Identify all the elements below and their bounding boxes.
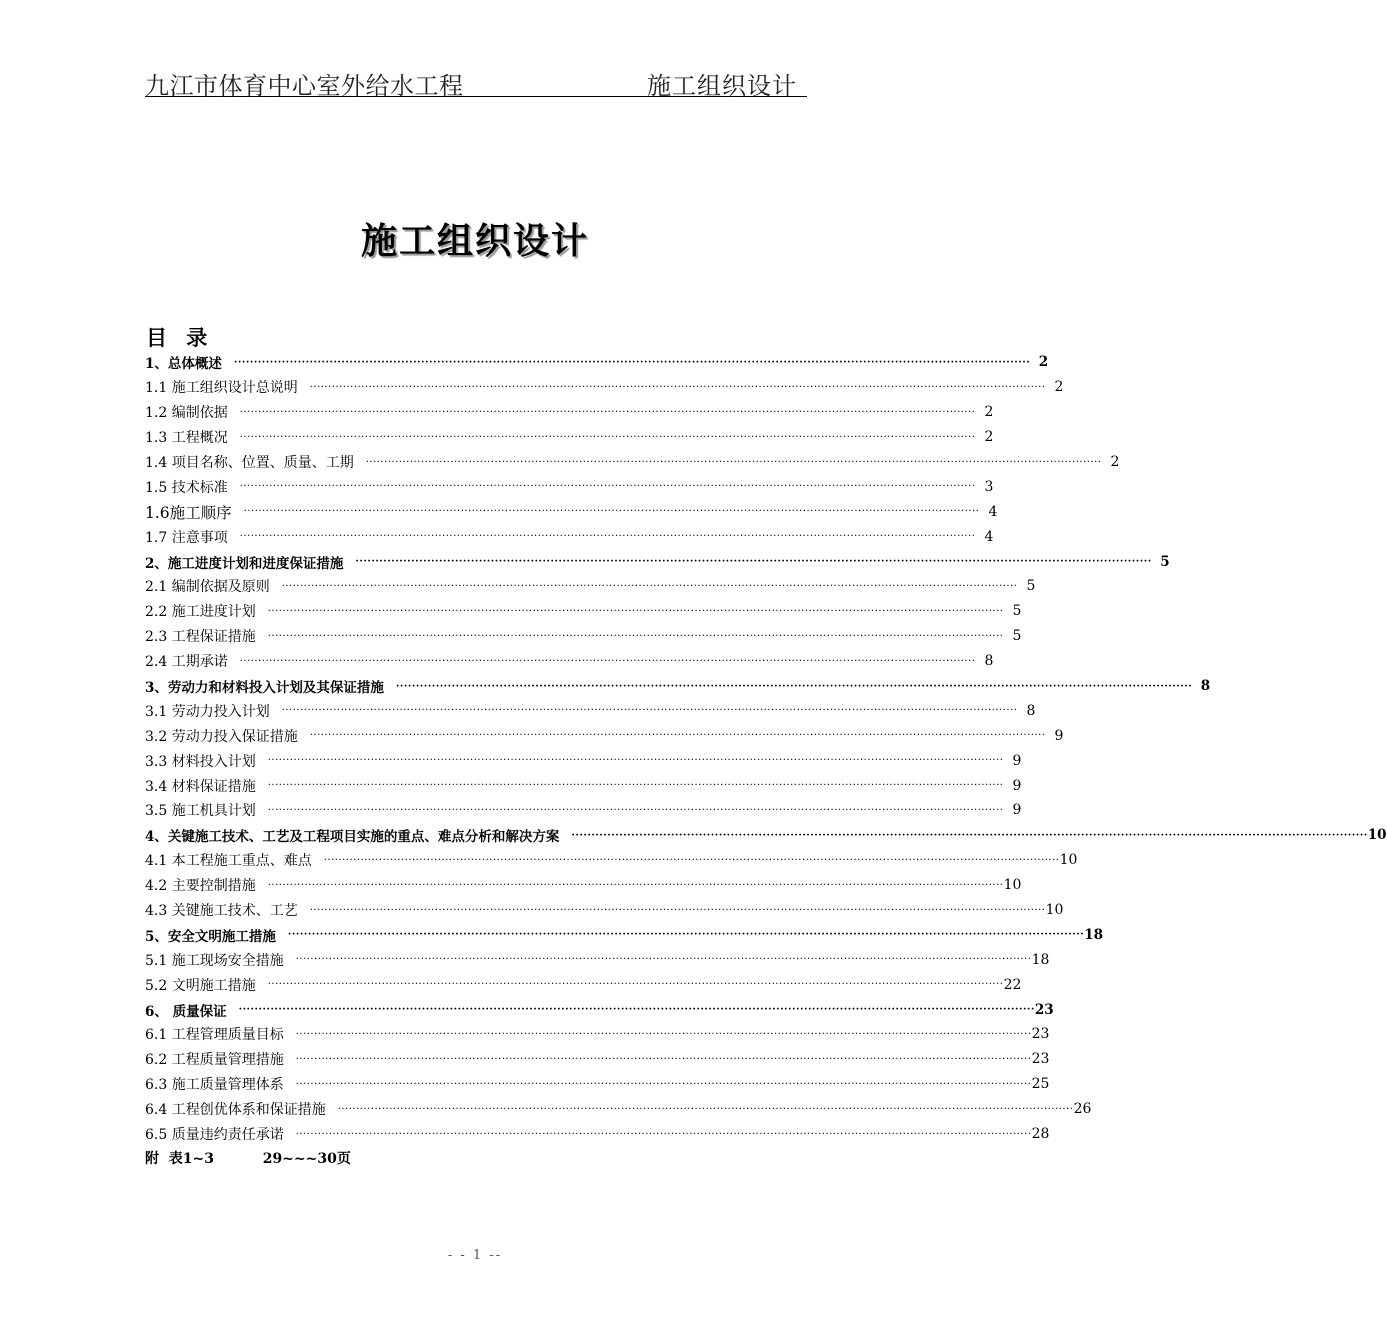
toc-entry-page: 5 [1012,628,1022,645]
toc-dot-leader: ········································································································································································································ [238,1004,1035,1016]
toc-entry-label: 4.1 本工程施工重点、难点 [145,853,312,870]
toc-entry-label: 3.2 劳动力投入保证措施 [145,728,298,745]
toc-entry-page: 25 [1031,1076,1050,1093]
toc-entry[interactable] [145,848,1078,873]
toc-entry-page: 2 [984,404,994,421]
toc-entry[interactable] [145,400,994,425]
header-doc-type: 施工组织设计 [647,72,797,100]
toc-entry-label: 1.6施工顺序 [145,503,232,522]
header-project-name: 九江市体育中心室外给水工程 [145,72,464,100]
toc-entry-page: 26 [1073,1101,1092,1118]
toc-entry[interactable] [145,922,1103,947]
toc-entry-label: 3.5 施工机具计划 [145,803,256,820]
toc-entry[interactable] [145,524,994,549]
toc-entry-label: 1.3 工程概况 [145,430,228,447]
toc-entry-label: 1.2 编制依据 [145,405,228,422]
toc-entry-page: 10 [1045,902,1064,919]
toc-dot-leader: ········································································································································································································ [239,655,976,667]
toc-entry-page: 5 [1026,578,1036,595]
toc-dot-leader: ········································································································································································································ [323,854,1060,866]
toc-entry[interactable] [145,674,1211,699]
toc-entry-page: 8 [1026,702,1036,719]
toc-dot-leader: ········································································································································································································ [309,381,1046,393]
toc-entry[interactable] [145,748,1022,773]
toc-dot-leader: ········································································································································································································ [365,456,1102,468]
toc-dot-leader: ········································································································································································································ [267,630,1004,642]
toc-entry-page: 28 [1031,1126,1050,1143]
toc-entry-page: 2 [1038,354,1049,371]
toc-entry[interactable] [145,1047,1050,1072]
toc-entry-label: 6.3 施工质量管理体系 [145,1077,284,1094]
toc-entry[interactable] [145,549,1170,574]
toc-entry-label: 1、总体概述 [145,356,222,373]
toc-dot-leader: ········································································································································································································ [239,406,976,418]
toc-entry-page: 22 [1003,976,1022,993]
toc-entry[interactable] [145,972,1022,997]
toc-entry-page: 18 [1031,951,1050,968]
toc-dot-leader: ········································································································································································································ [355,556,1152,568]
page-number-footer: - - 1 -- [447,1248,503,1263]
toc-dot-leader: ········································································································································································································ [395,680,1193,692]
toc-entry-label: 1.5 技术标准 [145,479,228,496]
toc-entry-label: 4.3 关键施工技术、工艺 [145,903,298,920]
toc-entry-page: 5 [1012,603,1022,620]
toc-entry-label: 2.2 施工进度计划 [145,604,256,621]
toc-entry-label: 1.7 注意事项 [145,529,228,546]
toc-entry[interactable] [145,773,1022,798]
toc-entry-page: 2 [984,429,994,446]
toc-entry-label: 2.3 工程保证措施 [145,629,256,646]
toc-entry-page: 23 [1031,1051,1050,1068]
toc-entry-label: 3.3 材料投入计划 [145,753,256,770]
toc-entry-label: 6.5 质量违约责任承诺 [145,1127,284,1144]
toc-dot-leader: ········································································································································································································ [281,705,1018,717]
toc-entry[interactable] [145,1072,1050,1097]
toc-entry[interactable] [145,350,1049,375]
document-title: 施工组织设计 [360,220,589,262]
toc-dot-leader: ········································································································································································································ [267,879,1004,891]
toc-dot-leader: ········································································································································································································ [287,929,1085,941]
toc-dot-leader: ········································································································································································································ [295,1028,1032,1040]
toc-entry-page: 9 [1012,752,1022,769]
toc-entry[interactable] [145,649,994,674]
toc-entry-page: 2 [1054,379,1064,396]
toc-entry-page: 3 [984,478,994,495]
toc-entry-label: 2、施工进度计划和进度保证措施 [145,555,344,572]
toc-entry[interactable] [145,1022,1050,1047]
toc-entry[interactable] [145,375,1064,400]
toc-entry-page: 18 [1084,926,1103,943]
toc-entry-label: 6.4 工程创优体系和保证措施 [145,1102,326,1119]
toc-dot-leader: ········································································································································································································ [267,780,1004,792]
appendix-line: 附 表1~3 29~~~30页 [145,1151,351,1167]
toc-dot-leader: ········································································································································································································ [267,804,1004,816]
toc-dot-leader: ········································································································································································································ [281,580,1018,592]
page-header [145,62,807,100]
toc-dot-leader: ········································································································································································································ [309,904,1046,916]
toc-entry-label: 6.2 工程质量管理措施 [145,1052,284,1069]
toc-entry[interactable] [145,624,1022,649]
toc-entry-page: 4 [984,528,994,545]
toc-entry[interactable] [145,499,998,524]
toc-dot-leader: ········································································································································································································ [295,1053,1032,1065]
toc-entry[interactable] [145,798,1022,823]
toc-dot-leader: ········································································································································································································ [239,531,976,543]
toc-entry-label: 2.4 工期承诺 [145,654,228,671]
toc-dot-leader: ········································································································································································································ [295,1078,1032,1090]
toc-entry-page: 9 [1012,777,1022,794]
toc-dot-leader: ········································································································································································································ [267,755,1004,767]
toc-entry[interactable] [145,574,1036,599]
toc-entry-label: 5.1 施工现场安全措施 [145,952,284,969]
toc-entry-page: 9 [1012,802,1022,819]
toc-entry-page: 2 [1110,454,1120,470]
toc-entry[interactable] [145,599,1022,624]
toc-dot-leader: ········································································································································································································ [239,481,976,493]
toc-entry-label: 3.1 劳动力投入计划 [145,703,270,720]
toc-entry[interactable] [145,450,1120,475]
toc-entry[interactable] [145,873,1022,898]
toc-dot-leader: ········································································································································································································ [295,954,1032,966]
toc-dot-leader: ········································································································································································································ [337,1103,1074,1115]
toc-entry[interactable] [145,698,1036,723]
toc-entry[interactable] [145,1097,1092,1122]
table-of-contents [145,350,1387,1147]
toc-heading: 目 录 [146,325,214,350]
toc-entry[interactable] [145,425,994,450]
toc-entry-label: 4、关键施工技术、工艺及工程项目实施的重点、难点分析和解决方案 [145,829,560,846]
toc-entry-label: 6.1 工程管理质量目标 [145,1027,284,1044]
toc-entry-page: 10 [1003,877,1022,894]
toc-entry-page: 8 [1200,678,1211,695]
toc-entry[interactable] [145,947,1050,972]
toc-entry-label: 3、劳动力和材料投入计划及其保证措施 [145,680,384,697]
toc-dot-leader: ········································································································································································································ [309,730,1046,742]
toc-entry[interactable] [145,997,1054,1022]
toc-entry-page: 9 [1054,727,1064,744]
toc-dot-leader: ········································································································································································································ [267,605,1004,617]
toc-entry-label: 1.1 施工组织设计总说明 [145,380,298,397]
toc-entry-page: 23 [1031,1026,1050,1043]
toc-entry[interactable] [145,723,1064,748]
toc-dot-leader: ········································································································································································································ [233,356,1031,368]
toc-entry-label: 4.2 主要控制措施 [145,878,256,895]
toc-entry-label: 3.4 材料保证措施 [145,778,256,795]
toc-entry[interactable] [145,823,1387,848]
toc-entry-label: 6、 质量保证 [145,1003,227,1020]
toc-entry-page: 5 [1160,553,1170,570]
toc-entry-page: 4 [988,503,998,520]
toc-dot-leader: ········································································································································································································ [267,979,1004,991]
toc-entry[interactable] [145,1122,1050,1147]
toc-entry-page: 23 [1034,1001,1054,1018]
toc-entry-label: 1.4 项目名称、位置、质量、工期 [145,455,354,471]
toc-dot-leader: ········································································································································································································ [239,431,976,443]
toc-entry-page: 10 [1367,827,1387,844]
toc-entry-page: 8 [984,653,994,670]
toc-entry-label: 5.2 文明施工措施 [145,977,256,994]
toc-dot-leader: ········································································································································································································ [571,829,1368,841]
toc-entry[interactable] [145,474,994,499]
toc-entry-page: 10 [1059,852,1078,869]
toc-dot-leader: ········································································································································································································ [243,506,980,518]
toc-entry[interactable] [145,898,1064,923]
toc-entry-label: 5、安全文明施工措施 [145,928,276,945]
toc-dot-leader: ········································································································································································································ [295,1128,1032,1140]
toc-entry-label: 2.1 编制依据及原则 [145,579,270,596]
